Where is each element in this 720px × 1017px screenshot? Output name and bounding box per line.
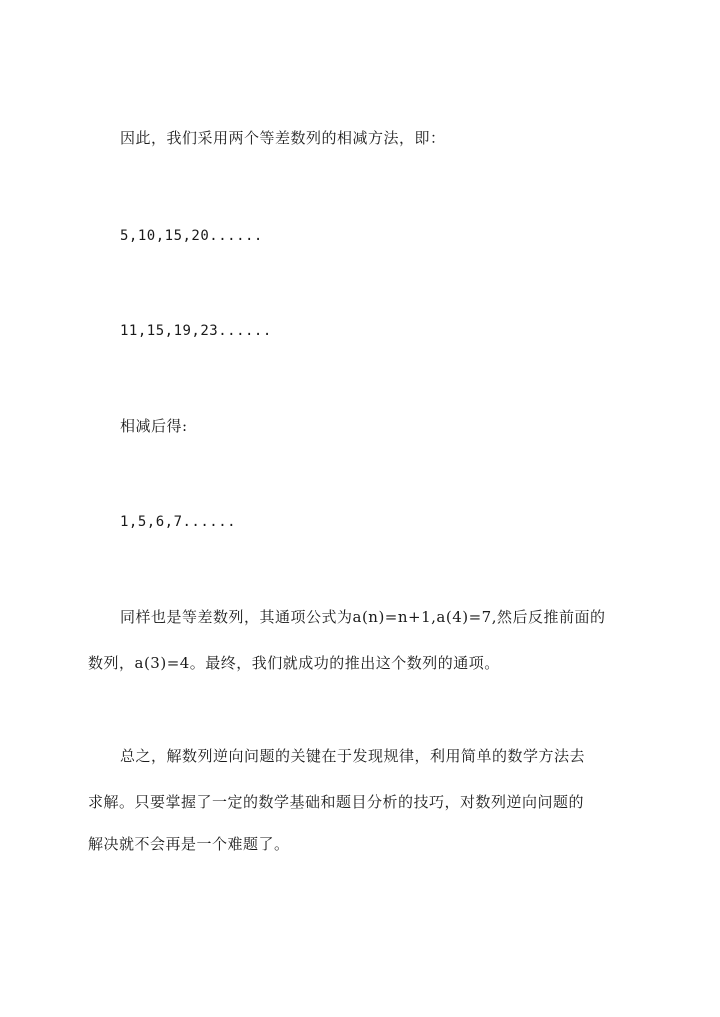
sequence-2: 11,15,19,23......: [120, 323, 272, 339]
paragraph-conclusion-line-3: 解决就不会再是一个难题了。: [88, 835, 290, 853]
sequence-result: 1,5,6,7......: [120, 514, 237, 530]
paragraph-formula-line-1: 同样也是等差数列，其通项公式为a(n)=n+1,a(4)=7,然后反推前面的: [120, 608, 606, 626]
paragraph-conclusion-line-1: 总之，解数列逆向问题的关键在于发现规律，利用简单的数学方法去: [120, 747, 586, 765]
paragraph-formula-line-2: 数列，a(3)=4。最终，我们就成功的推出这个数列的通项。: [88, 654, 500, 672]
paragraph-subtract: 相减后得:: [120, 417, 188, 435]
paragraph-conclusion-line-2: 求解。只要掌握了一定的数学基础和题目分析的技巧，对数列逆向问题的: [88, 793, 585, 811]
sequence-1: 5,10,15,20......: [120, 228, 263, 244]
paragraph-intro: 因此，我们采用两个等差数列的相减方法，即：: [120, 129, 446, 147]
